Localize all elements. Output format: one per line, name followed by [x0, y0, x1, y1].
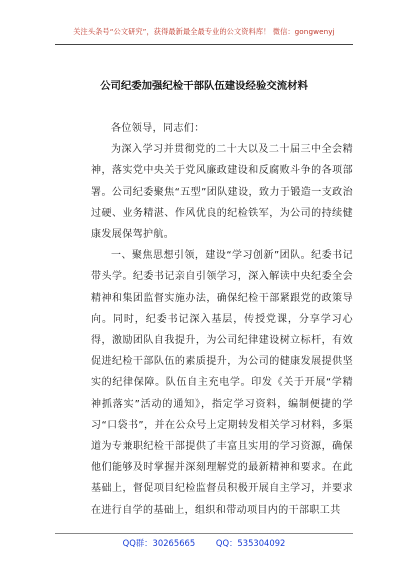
document-body: [91, 118, 353, 521]
page-footer: [0, 537, 408, 549]
footer-qq-contact: QQ：535304092: [215, 538, 286, 548]
salutation: 各位领导，同志们：: [111, 123, 205, 134]
paragraph-section-1: 一、聚焦思想引领，建设“学习创新”团队。纪委书记带头学。纪委书记亲自引领学习，深入解读中央纪委全会精神和集团监督实施办法，确保纪检干部紧跟党的政策导向。同时，纪委书记深入基层，传授党课，分享学习心得，激励团队自我提升，为公司纪律建设树立标杆，有效促进纪检干部队伍的素质提升，为公司的健康发展提供坚实的纪律保障。队伍自主充电学。印发《关于开展“学精神抓落实”活动的通知》，指定学习资料，编制便捷的学习“口袋书”，并在公众号上定期转发相关学习材料，多渠道为专兼职纪检干部提供了丰富且实用的学习资源，确保他们能够及时掌握并深刻理解党的最新精神和要求。在此基础上，督促项目纪检监督员积极开展自主学习，并要求在进行自学的基础上，组织和带动项目内的干部职工共: [91, 250, 353, 516]
paragraph-intro: 为深入学习并贯彻党的二十大以及二十届三中全会精神，落实党中央关于党风廉政建设和反腐败斗争的各项部署。公司纪委聚焦“五型”团队建设，致力于锻造一支政治过硬、业务精湛、作风优良的纪检铁军，为公司的持续健康发展保驾护航。: [91, 144, 353, 241]
footer-qq-group: QQ群：30265665: [122, 538, 196, 548]
page-header-banner: 关注头条号“公文研究”，获得最新最全最专业的公文资料库！ 微信：gongwenyj: [73, 27, 335, 36]
footer-divider: [55, 533, 353, 534]
document-title: 公司纪委加强纪检干部队伍建设经验交流材料: [100, 80, 308, 92]
header-divider: [55, 44, 353, 45]
